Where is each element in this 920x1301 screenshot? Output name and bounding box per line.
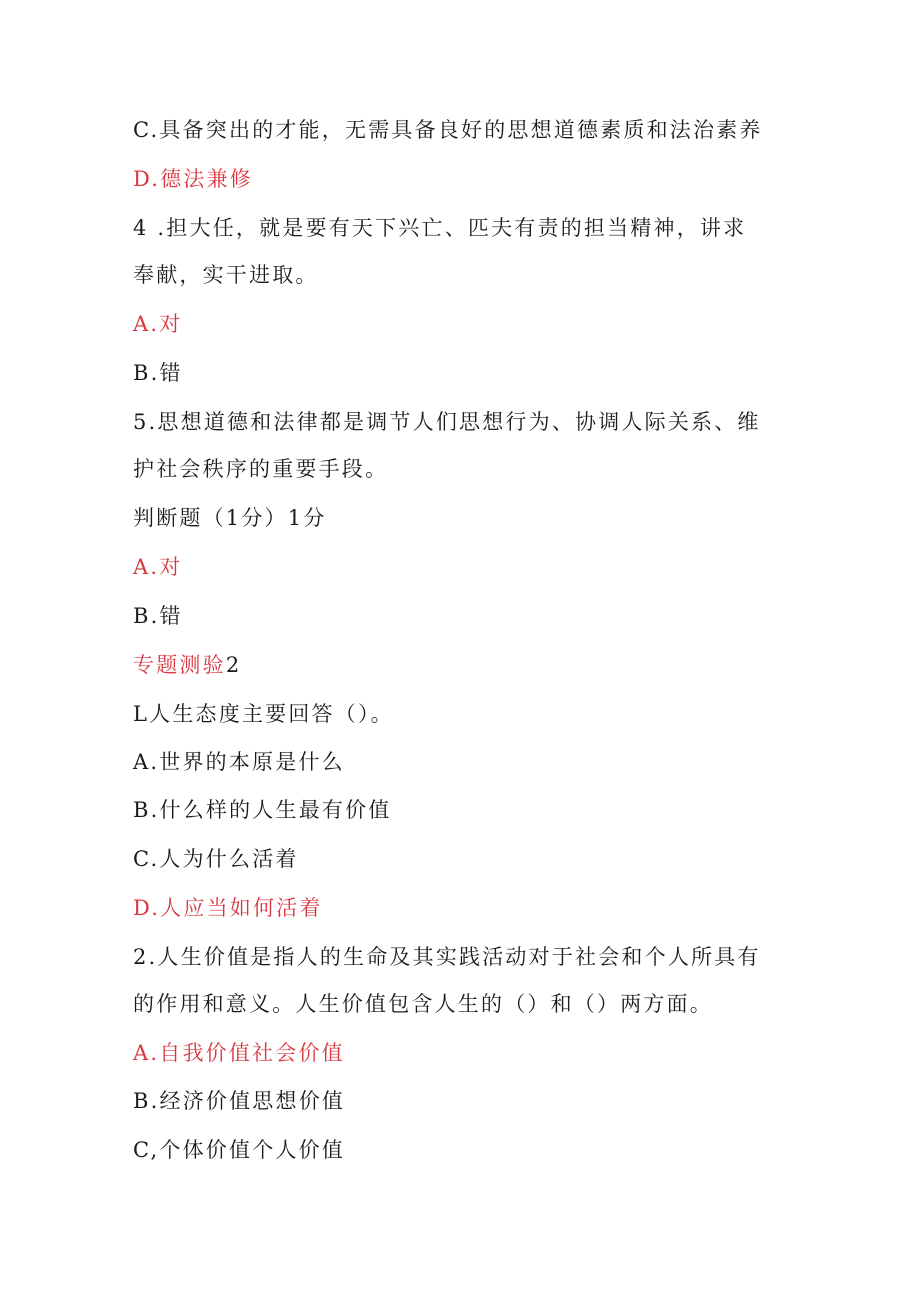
option-c-line: C.具备突出的才能，无需具备良好的思想道德素质和法治素养 [133, 118, 763, 142]
question-2-line-1: 2.人生价值是指人的生命及其实践活动对于社会和个人所具有 [133, 945, 761, 969]
section-heading [133, 651, 773, 679]
option-a-line: A.世界的本原是什么 [133, 750, 345, 774]
option-b-line: B.经济价值思想价值 [133, 1089, 346, 1113]
option-b-line: B.错 [133, 604, 183, 628]
question-4-line-1: 4 .担大任，就是要有天下兴亡、匹夫有责的担当精神，讲求 [133, 216, 747, 240]
option-a-answer: A.自我价值社会价值 [133, 1041, 345, 1065]
option-a-answer: A.对 [133, 555, 183, 579]
option-d-answer: D.人应当如何活着 [133, 896, 323, 920]
option-c-line: C.人为什么活着 [133, 847, 299, 871]
option-c-line: C,个体价值个人价值 [133, 1138, 345, 1162]
option-b-line: B.错 [133, 361, 183, 385]
section-heading-label: 专题测验 [133, 653, 226, 677]
section-heading-number: 2 [225, 653, 242, 677]
option-a-answer: A.对 [133, 312, 183, 336]
option-b-line: B.什么样的人生最有价值 [133, 798, 392, 822]
question-4-line-2: 奉献，实干进取。 [133, 263, 319, 287]
question-5-line-2: 护社会秩序的重要手段。 [133, 457, 389, 481]
question-1-line: L人生态度主要回答（）。 [133, 702, 394, 726]
question-5-line-1: 5.思想道德和法律都是调节人们思想行为、协调人际关系、维 [133, 410, 761, 434]
question-2-line-2: 的作用和意义。人生价值包含人生的（）和（）两方面。 [133, 992, 713, 1016]
question-type-label: 判断题（1分）1分 [133, 506, 327, 530]
option-d-answer: D.德法兼修 [133, 167, 253, 191]
